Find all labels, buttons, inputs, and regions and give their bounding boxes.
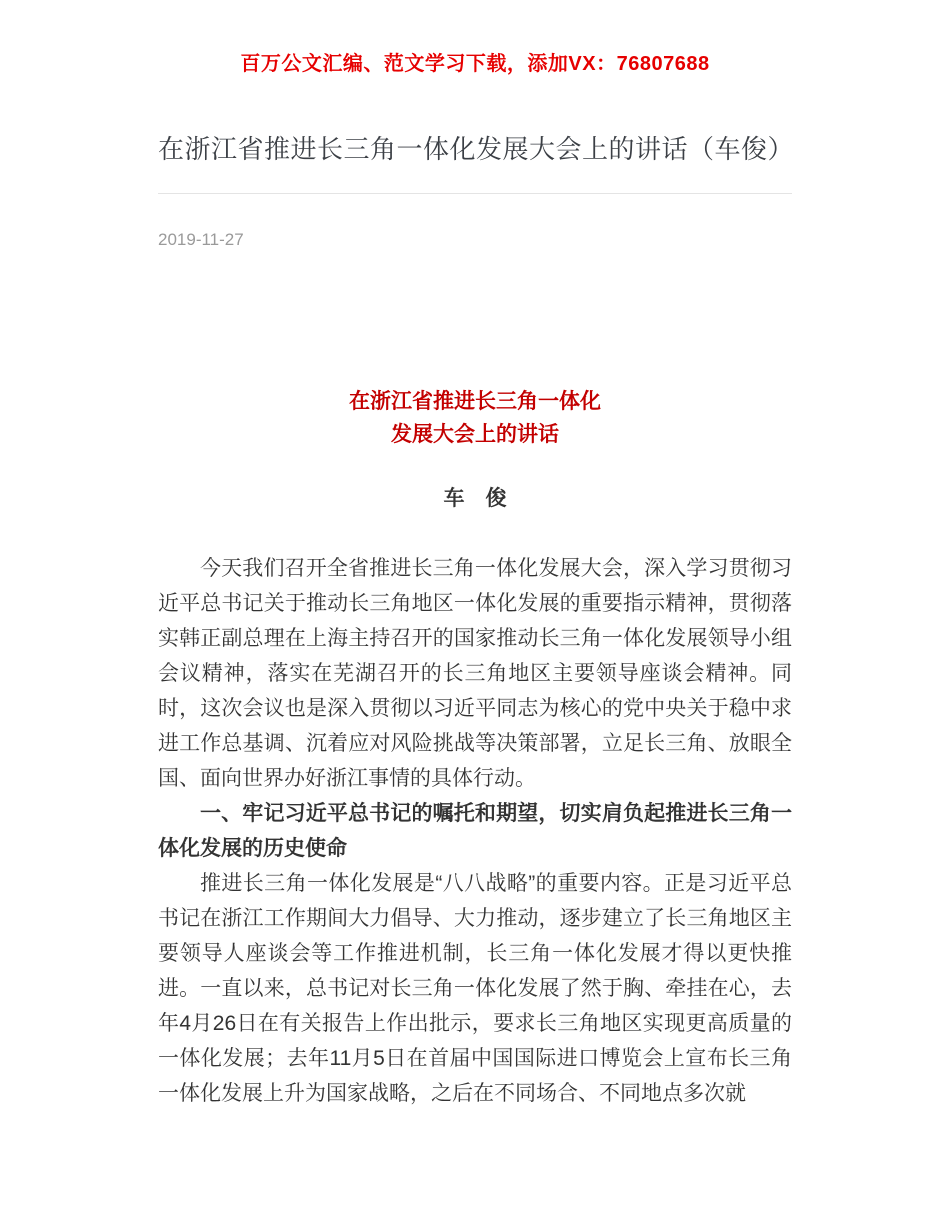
body-paragraph-2: 推进长三角一体化发展是“八八战略”的重要内容。正是习近平总书记在浙江工作期间大力倡导、大力推动，逐步建立了长三角地区主要领导人座谈会等工作推进机制，长三角一体化发展才得以更快推进。一直以来，总书记对长三角一体化发展了然于胸、牵挂在心，去年4月26日在有关报告上作出批示，要求长三角地区实现更高质量的一体化发展；去年11月5日在首届中国国际进口博览会上宣布长三角一体化发展上升为国家战略，之后在不同场合、不同地点多次就 bbox=[158, 872, 792, 1106]
article-title-line2: 发展大会上的讲话 bbox=[391, 423, 559, 447]
article-title-line1: 在浙江省推进长三角一体化 bbox=[349, 390, 601, 414]
author-name: 车 俊 bbox=[443, 487, 507, 511]
title-divider bbox=[158, 193, 792, 194]
article-body bbox=[158, 385, 792, 1111]
body-paragraph-1: 今天我们召开全省推进长三角一体化发展大会，深入学习贯彻习近平总书记关于推动长三角地区一体化发展的重要指示精神，贯彻落实韩正副总理在上海主持召开的国家推动长三角一体化发展领导小组会议精神，落实在芜湖召开的长三角地区主要领导座谈会精神。同时，这次会议也是深入贯彻以习近平同志为核心的党中央关于稳中求进工作总基调、沉着应对风险挑战等决策部署，立足长三角、放眼全国、面向世界办好浙江事情的具体行动。 bbox=[158, 557, 792, 791]
page-title: 在浙江省推进长三角一体化发展大会上的讲话（车俊） bbox=[158, 134, 795, 164]
promo-banner: 百万公文汇编、范文学习下载，添加VX：76807688 bbox=[240, 53, 710, 75]
section-heading-1: 一、牢记习近平总书记的嘱托和期望，切实肩负起推进长三角一体化发展的历史使命 bbox=[158, 802, 792, 861]
publish-date: 2019-11-27 bbox=[158, 230, 244, 250]
body-text bbox=[158, 551, 792, 1111]
article-title bbox=[158, 385, 792, 451]
content-area bbox=[158, 132, 795, 1111]
